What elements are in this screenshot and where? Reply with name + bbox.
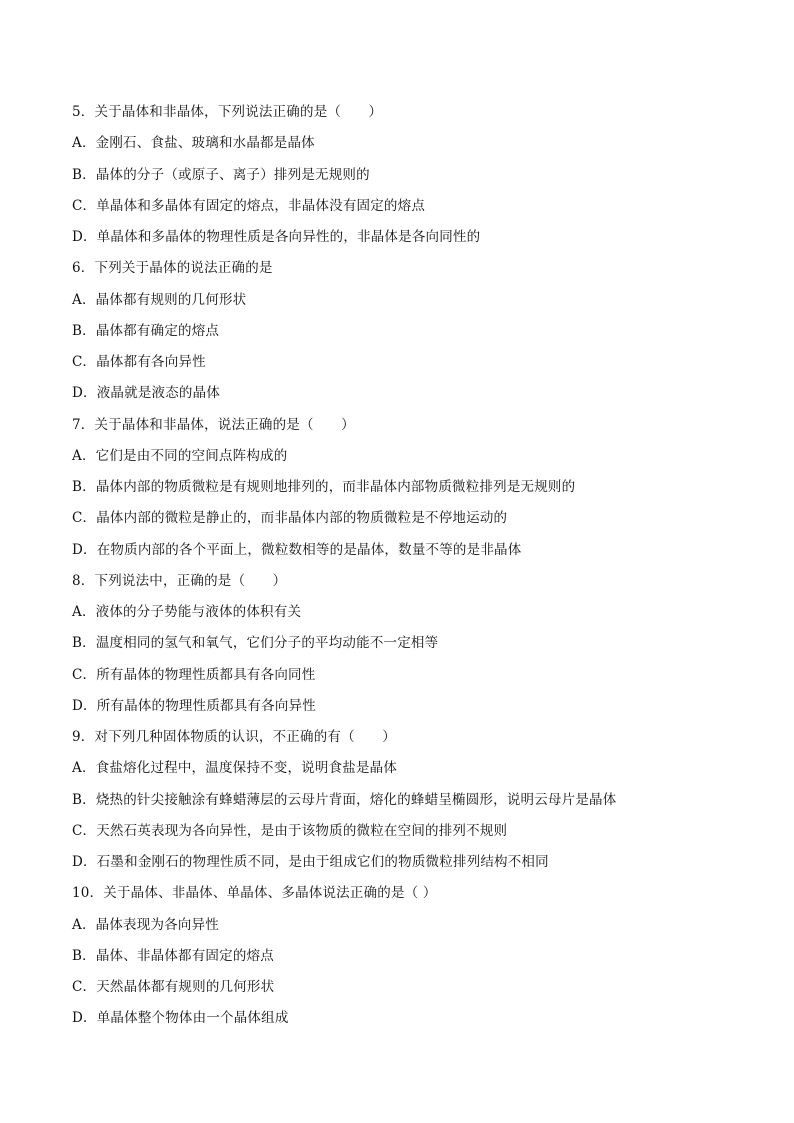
- question-6-option-c: C．晶体都有各向异性: [72, 354, 206, 370]
- question-9-option-c: C．天然石英表现为各向异性，是由于该物质的微粒在空间的排列不规则: [72, 822, 508, 839]
- question-10-option-a: A．晶体表现为各向异性: [72, 916, 219, 933]
- question-8-option-a: A．液体的分子势能与液体的体积有关: [72, 604, 302, 620]
- question-list: [72, 101, 722, 1039]
- question-7-option-b: B．晶体内部的物质微粒是有规则地排列的，而非晶体内部物质微粒排列是无规则的: [72, 479, 576, 495]
- question-7-option-d: D．在物质内部的各个平面上，微粒数相等的是晶体，数量不等的是非晶体: [72, 541, 522, 558]
- question-10-option-c: C．天然晶体都有规则的几何形状: [72, 979, 275, 995]
- question-9-stem: 9．对下列几种固体物质的认识，不正确的有（ ）: [72, 729, 396, 745]
- question-8-option-b: B．温度相同的氢气和氧气，它们分子的平均动能不一定相等: [72, 635, 439, 652]
- question-5-option-d: D．单晶体和多晶体的物理性质是各向异性的，非晶体是各向同性的: [72, 229, 481, 245]
- question-8-option-d: D．所有晶体的物理性质都具有各向异性: [72, 697, 316, 714]
- question-7-stem: 7．关于晶体和非晶体，说法正确的是（ ）: [72, 416, 355, 433]
- question-7-option-a: A．它们是由不同的空间点阵构成的: [72, 447, 288, 464]
- question-9-option-d: D．石墨和金刚石的物理性质不同，是由于组成它们的物质微粒排列结构不相同: [72, 854, 549, 870]
- question-9-option-b: B．烧热的针尖接触涂有蜂蜡薄层的云母片背面，熔化的蜂蜡呈椭圆形，说明云母片是晶体: [72, 791, 617, 808]
- question-5-stem: 5．关于晶体和非晶体，下列说法正确的是（ ）: [72, 104, 383, 120]
- question-7-option-c: C．晶体内部的微粒是静止的，而非晶体内部的物质微粒是不停地运动的: [72, 510, 508, 527]
- question-10-stem: 10．关于晶体、非晶体、单晶体、多晶体说法正确的是（ ）: [72, 885, 437, 902]
- question-6-option-a: A．晶体都有规则的几何形状: [72, 291, 247, 308]
- question-8-stem: 8．下列说法中，正确的是（ ）: [72, 572, 287, 589]
- question-5-option-b: B．晶体的分子（或原子、离子）排列是无规则的: [72, 166, 370, 183]
- question-6-option-d: D．液晶就是液态的晶体: [72, 385, 221, 402]
- question-8-option-c: C．所有晶体的物理性质都具有各向同性: [72, 666, 316, 683]
- question-6-stem: 6．下列关于晶体的说法正确的是: [72, 260, 273, 277]
- question-6-option-b: B．晶体都有确定的熔点: [72, 322, 220, 339]
- question-10-option-b: B．晶体、非晶体都有固定的熔点: [72, 947, 274, 964]
- question-5-option-a: A．金刚石、食盐、玻璃和水晶都是晶体: [72, 135, 315, 152]
- question-5-option-c: C．单晶体和多晶体有固定的熔点，非晶体没有固定的熔点: [72, 197, 426, 214]
- question-10-option-d: D．单晶体整个物体由一个晶体组成: [72, 1010, 289, 1027]
- question-9-option-a: A．食盐熔化过程中，温度保持不变，说明食盐是晶体: [72, 760, 398, 777]
